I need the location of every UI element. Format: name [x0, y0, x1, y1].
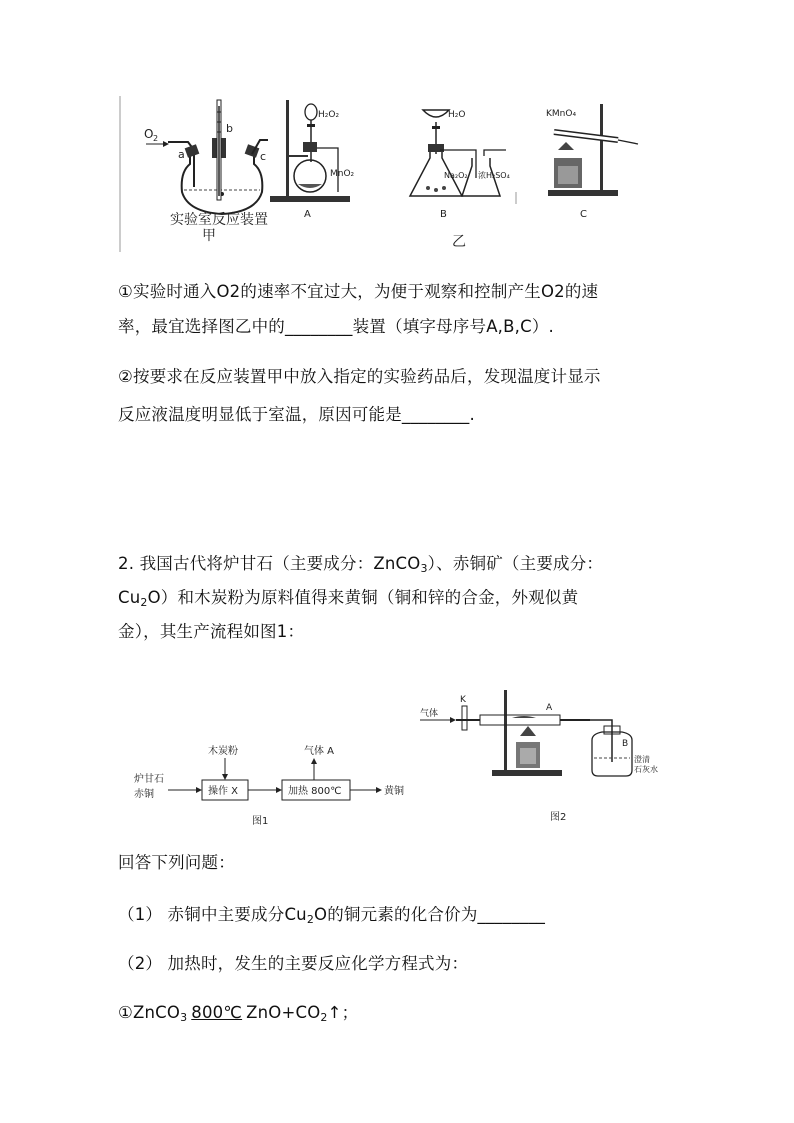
heating-label: 加热 800℃ — [288, 786, 342, 797]
jia-label: 甲 — [202, 228, 216, 244]
q2-line-2-a: Cu — [118, 588, 141, 607]
answer-intro: 回答下列问题： — [118, 853, 235, 872]
figure-1-caption: 图1 — [252, 816, 269, 827]
equation-reactant: ①ZnCO — [118, 1003, 181, 1022]
apparatus-figure — [118, 92, 678, 254]
gas-a-label: 气体 A — [304, 746, 335, 757]
na2o2-label: Na₂O₂ — [444, 171, 468, 180]
mno2-label: MnO₂ — [330, 169, 355, 179]
answer-q1 — [118, 904, 545, 931]
limewater-label-1: 澄清 — [634, 755, 650, 764]
h2so4-label: 浓H₂SO₄ — [478, 171, 510, 180]
flowchart-figure-1 — [128, 740, 418, 830]
h2o-label: H₂O — [448, 110, 466, 120]
apparatus-caption: 实验室反应装置 — [170, 212, 268, 228]
apparatus-figure-2 — [412, 670, 682, 830]
q2-line-1-a: 2. 我国古代将炉甘石（主要成分：ZnCO — [118, 554, 421, 573]
apparatus-b — [410, 110, 516, 250]
kmno4-label: KMnO₄ — [546, 109, 577, 119]
q1-line-2: 率，最宜选择图乙中的________装置（填字母序号A,B,C）. — [118, 317, 554, 336]
product-label: 黄铜 — [384, 786, 404, 797]
q1-line-1: ①实验时通入O2的速率不宜过大，为便于观察和控制产生O2的速 — [118, 282, 599, 301]
k-label: K — [460, 695, 466, 705]
q2-line-1-sub: 3 — [420, 562, 428, 575]
q1-line-3: ②按要求在反应装置甲中放入指定的实验药品后，发现温度计显示 — [118, 367, 601, 386]
q2-line-2 — [118, 587, 578, 614]
input-label-2: 赤铜 — [134, 789, 154, 800]
label-a: A — [304, 209, 311, 220]
equation-sub-2: 2 — [320, 1011, 328, 1024]
q2-line-2-b: O）和木炭粉为原料值得来黄铜（铜和锌的合金，外观似黄 — [147, 588, 579, 607]
apparatus-a — [270, 100, 355, 220]
equation-condition: 800℃ — [191, 1003, 243, 1022]
answer-q2: （2） 加热时，发生的主要反应化学方程式为： — [118, 954, 469, 973]
answer-q1-sub: 2 — [306, 913, 315, 926]
o2-label: O — [144, 127, 154, 141]
reaction-apparatus-jia — [144, 100, 268, 244]
label-c: C — [580, 209, 587, 220]
gas-label: 气体 — [420, 709, 439, 719]
b-label-fig2: B — [622, 739, 629, 749]
equation-sub-1: 3 — [180, 1011, 188, 1024]
answer-q1-b: O的铜元素的化合价为________ — [314, 905, 546, 924]
limewater-label-2: 石灰水 — [634, 765, 658, 774]
a-label-fig2: A — [546, 703, 553, 713]
input-label-1: 炉甘石 — [134, 774, 164, 785]
q1-line-4: 反应液温度明显低于室温，原因可能是________. — [118, 405, 475, 424]
o2-sub-label: 2 — [153, 134, 159, 143]
charcoal-label: 木炭粉 — [208, 746, 238, 757]
equation-product: ZnO+CO — [246, 1003, 321, 1022]
equation-1 — [118, 1002, 358, 1029]
label-b: B — [440, 209, 447, 220]
q2-line-2-sub: 2 — [140, 596, 148, 609]
operation-x-label: 操作 X — [208, 786, 239, 797]
yi-label: 乙 — [452, 234, 466, 250]
b-label: b — [226, 122, 233, 135]
answer-q1-a: （1） 赤铜中主要成分Cu — [118, 905, 307, 924]
q2-line-1-b: ）、赤铜矿（主要成分： — [427, 554, 604, 573]
q2-line-3: 金），其生产流程如图1： — [118, 622, 305, 641]
a-label: a — [178, 148, 185, 161]
h2o2-label: H₂O₂ — [318, 110, 340, 120]
equation-end: ↑； — [327, 1003, 359, 1022]
figure-2-caption: 图2 — [550, 812, 567, 823]
q2-line-1 — [118, 553, 603, 580]
c-label: c — [260, 150, 267, 163]
apparatus-c — [546, 104, 638, 220]
